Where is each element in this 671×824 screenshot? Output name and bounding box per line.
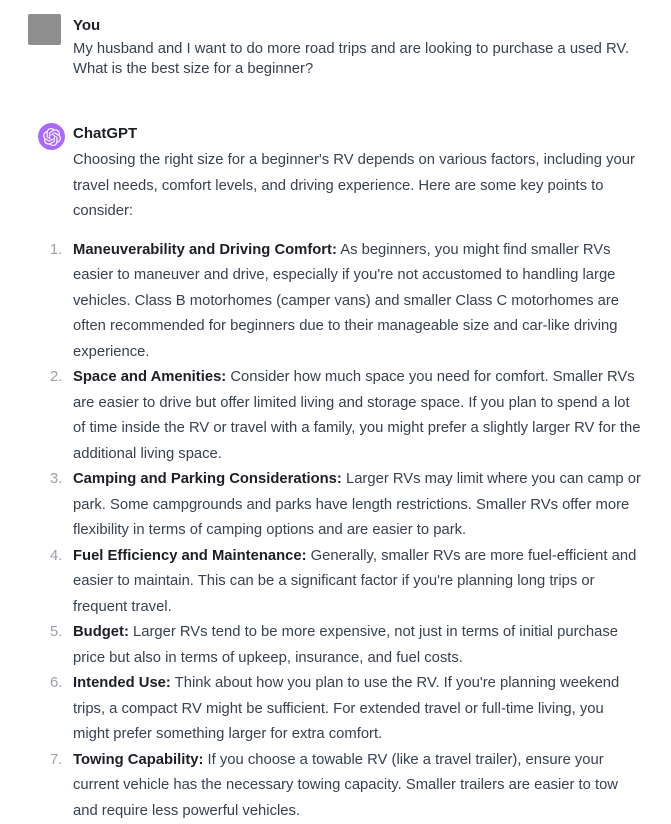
- list-item-number: 2.: [50, 365, 62, 391]
- list-item: [73, 544, 644, 621]
- list-item-body: Generally, smaller RVs are more fuel-efficient and easier to maintain. This can be a significant factor if you're planning long trips or frequent travel.: [73, 548, 636, 615]
- user-message: [28, 13, 644, 79]
- list-item-number: 5.: [50, 620, 62, 646]
- assistant-message: [28, 121, 644, 824]
- list-item: [73, 671, 644, 748]
- list-item-body: Larger RVs tend to be more expensive, not just in terms of initial purchase price but also in terms of upkeep, insurance, and fuel costs.: [73, 624, 618, 666]
- user-message-content: [73, 13, 644, 79]
- list-item: [73, 238, 644, 366]
- assistant-message-content: [73, 121, 644, 824]
- list-item-title: Budget:: [73, 624, 129, 640]
- list-item-title: Camping and Parking Considerations:: [73, 471, 342, 487]
- list-item-title: Space and Amenities:: [73, 369, 226, 385]
- list-item: [73, 467, 644, 544]
- list-item-title: Intended Use:: [73, 675, 171, 691]
- assistant-avatar-column: [28, 121, 73, 150]
- user-avatar: [28, 14, 61, 45]
- list-item-number: 3.: [50, 467, 62, 493]
- assistant-numbered-list: [73, 238, 644, 824]
- list-item: [73, 748, 644, 824]
- list-item-body: If you choose a towable RV (like a travel trailer), ensure your current vehicle has the necessary towing capacity. Smaller trailers are easier to tow and require less powerful vehicles.: [73, 752, 618, 819]
- assistant-avatar: [38, 123, 65, 150]
- list-item-title: Towing Capability:: [73, 752, 203, 768]
- user-name-label: You: [73, 16, 644, 35]
- list-item-number: 7.: [50, 748, 62, 774]
- list-item-number: 4.: [50, 544, 62, 570]
- list-item-title: Fuel Efficiency and Maintenance:: [73, 548, 307, 564]
- list-item-body: As beginners, you might find smaller RVs easier to maneuver and drive, especially if you're not accustomed to handling large vehicles. Class B motorhomes (camper vans) and smaller Class C motorhomes are often recommended for beginners due to their manageable size and car-like driving experience.: [73, 242, 619, 360]
- list-item: [73, 365, 644, 467]
- list-item-title: Maneuverability and Driving Comfort:: [73, 242, 337, 258]
- list-item-body: Consider how much space you need for comfort. Smaller RVs are easier to drive but offer limited living and storage space. If you plan to spend a lot of time inside the RV or travel with a family, you might prefer a slightly larger RV for the additional living space.: [73, 369, 640, 462]
- assistant-name-label: ChatGPT: [73, 124, 644, 143]
- list-item-number: 1.: [50, 238, 62, 264]
- list-item: [73, 620, 644, 671]
- assistant-intro-paragraph: Choosing the right size for a beginner's RV depends on various factors, including your travel needs, comfort levels, and driving experience. Here are some key points to consider:: [73, 148, 644, 225]
- user-message-text: My husband and I want to do more road trips and are looking to purchase a used RV. What is the best size for a beginner?: [73, 40, 644, 79]
- openai-logo-icon: [43, 128, 61, 146]
- user-avatar-column: [28, 13, 73, 45]
- list-item-number: 6.: [50, 671, 62, 697]
- list-item-body: Larger RVs may limit where you can camp or park. Some campgrounds and parks have length restrictions. Smaller RVs offer more flexibility in terms of camping options and are easier to park.: [73, 471, 641, 538]
- list-item-body: Think about how you plan to use the RV. If you're planning weekend trips, a compact RV might be sufficient. For extended travel or full-time living, you might prefer something larger for extra comfort.: [73, 675, 619, 742]
